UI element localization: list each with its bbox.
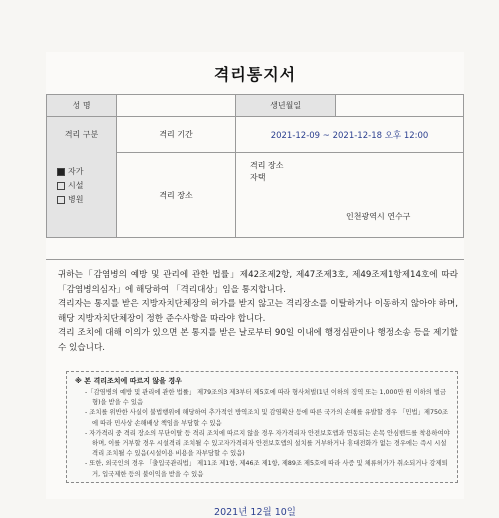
checkbox-checked-icon (57, 168, 65, 176)
issue-date: 2021년 12월 10일 (214, 507, 296, 518)
checkbox-empty-icon (57, 182, 65, 190)
info-table (46, 94, 464, 238)
category-option-label: 병원 (68, 195, 84, 204)
period-label: 격리 기간 (117, 117, 236, 153)
birth-value (336, 95, 464, 117)
place-cell (236, 153, 464, 238)
place-label: 격리 장소 (117, 153, 236, 238)
period-value: 2021-12-09 ~ 2021-12-18 오후 12:00 (236, 117, 464, 153)
checkbox-empty-icon (57, 196, 65, 204)
category-option-label: 자가 (68, 167, 84, 176)
category-label: 격리 구분 (64, 130, 99, 139)
birth-label: 생년월일 (236, 95, 336, 117)
warning-box (66, 371, 458, 483)
warning-item: - 또한, 외국인의 경우 「출입국관리법」 제11조 제1항, 제46조 제1항, 제89조 제5호에 따라 사증 및 체류허가가 취소되거나 강제퇴거, 입국제한 등의 불이익을 받을 수 있음 (85, 460, 448, 478)
name-label: 성 명 (47, 95, 117, 117)
category-option-label: 시설 (68, 181, 84, 190)
category-option-self (57, 166, 116, 177)
warning-item: - 자가격리 중 격리 장소의 무단이탈 등 격리 조치에 따르지 않을 경우 자가격리자 안전보호앱과 연동되는 손목 안심밴드를 착용하여야 하며, 이를 거부할 경우 시설격리 조치될 수 있고자가격리자 안전보호앱의 설치를 거부하거나 휴대전화가 없는 경우에는 즉시 시설격리 조치될 수 있음(시설이용 비용을 자부담할 수 있음) (85, 429, 450, 458)
warning-list (67, 388, 457, 480)
notice-body (46, 259, 464, 364)
document-title: 격리통지서 (213, 65, 297, 84)
notice-paragraph-2: 격리자는 통지를 받은 지방자치단체장의 허가를 받지 않고는 격리장소를 이탈하거나 이동하지 않아야 하며, 해당 지방자치단체장이 정한 준수사항을 따라야 합니다. (58, 299, 458, 324)
category-cell (47, 117, 117, 238)
warning-item: - 조치를 위반한 사실이 불법행위에 해당하여 추가적인 방역조치 및 감염확산 등에 따른 국가의 손해를 유발할 경우 「민법」제750조에 따라 민사상 손해배상 책임을 부담할 수 있음 (85, 409, 449, 427)
place-detail-label: 격리 장소 (250, 161, 284, 170)
address-value: 인천광역시 연수구 (346, 212, 411, 221)
category-options (47, 166, 116, 205)
category-option-hospital (57, 194, 116, 205)
name-value (117, 95, 236, 117)
notice-paragraph-1: 귀하는「감염병의 예방 및 관리에 관한 법률」제42조제2항, 제47조제3호, 제49조제1항제14호에 따라「감염병의심자」에 해당하여 「격리대상」임을 통지합니다. (58, 270, 458, 295)
notice-document (46, 52, 464, 518)
notice-paragraph-3: 격리 조치에 대해 이의가 있으면 본 통지를 받은 날로부터 90일 이내에 행정심판이나 행정소송 등을 제기할 수 있습니다. (58, 328, 458, 353)
warning-item: -「감염병의 예방 및 관리에 관한 법률」 제79조의3 제3부터 제5호에 따라 형사처벌(1년 이하의 징역 또는 1,000만 원 이하의 벌금형)을 받을 수 있음 (85, 389, 447, 407)
warning-heading: ※ 본 격리조치에 따르지 않을 경우 (75, 377, 182, 385)
place-detail-value: 자택 (250, 173, 266, 182)
category-option-facility (57, 180, 116, 191)
